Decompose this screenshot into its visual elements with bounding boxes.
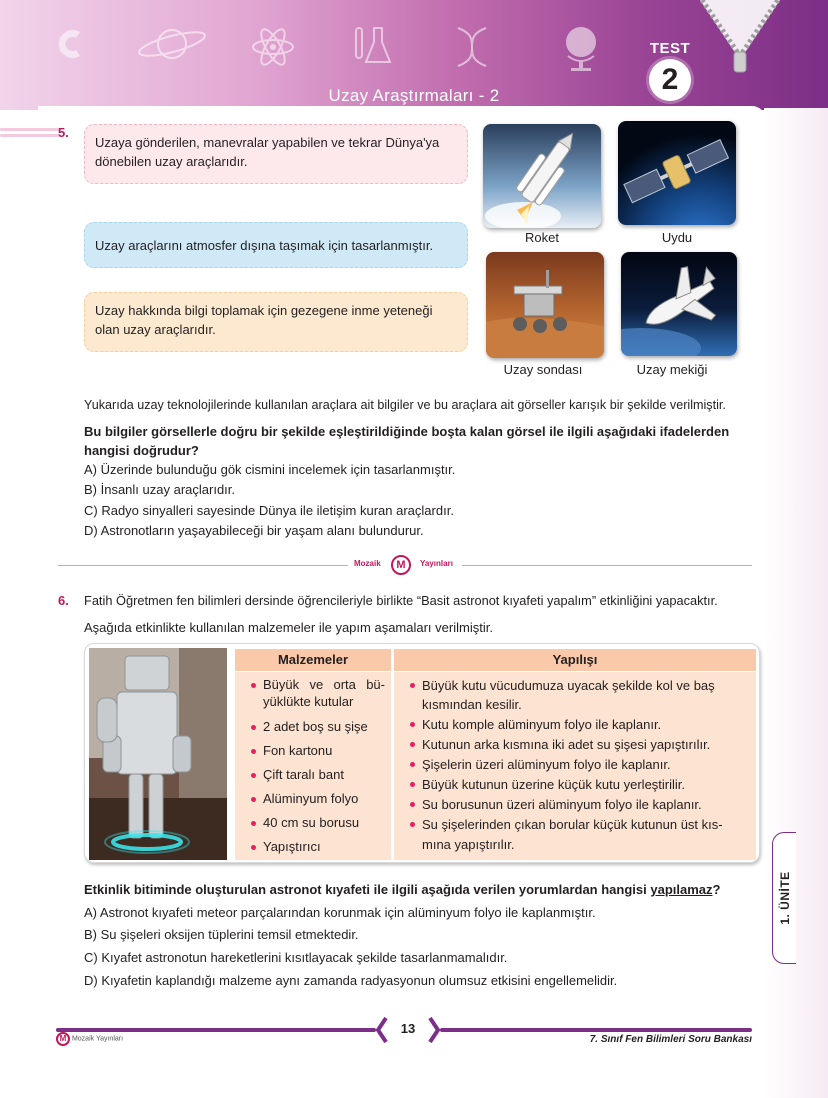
caption-satellite: Uydu: [661, 230, 693, 245]
footer-publisher-text: Mozaik Yayınları: [71, 1035, 124, 1043]
question-6-option-b[interactable]: B) Su şişeleri oksijen tüplerini temsil etmektedir.: [84, 927, 359, 942]
footer-line-right: [440, 1028, 752, 1032]
step-item: Su şişelerinden çıkan borular küçük kutunun üst kıs-mına yapıştırılır.: [402, 815, 748, 855]
question-5-option-d[interactable]: D) Astronotların yaşayabileceği bir yaşam alanı bulundurur.: [84, 523, 424, 538]
question-6-stem-end: ?: [712, 882, 721, 897]
question-5-intro: Yukarıda uzay teknolojilerinde kullanılan araçlara ait bilgiler ve bu araçlara ait görseller karışık bir şekilde verilmiştir.: [84, 398, 726, 412]
material-item: Yapıştırıcı: [243, 838, 385, 856]
footer-publisher: [56, 1032, 123, 1046]
steps-column: [394, 672, 756, 860]
info-box-2: [84, 222, 468, 268]
divider-text-right: Yayınları: [420, 559, 453, 568]
page-number: 13: [400, 1021, 416, 1036]
question-6-stem: [84, 880, 764, 899]
step-item: Büyük kutunun üzerine küçük kutu yerleştirilir.: [402, 775, 748, 795]
steps-header: Yapılışı: [394, 649, 756, 671]
materials-card: [84, 643, 760, 863]
question-5-option-b[interactable]: B) İnsanlı uzay araçlarıdır.: [84, 482, 236, 497]
page-title: Uzay Araştırmaları - 2: [328, 86, 500, 105]
unit-tab-label: 1. ÜNİTE: [777, 871, 792, 925]
question-6-option-a[interactable]: A) Astronot kıyafeti meteor parçalarından korunmak için alüminyum folyo ile kaplanmıştır.: [84, 905, 596, 920]
publisher-logo-icon: M: [391, 555, 411, 575]
globe-icon: [558, 22, 604, 76]
material-item: Alüminyum folyo: [243, 790, 385, 808]
satellite-image: [618, 121, 736, 225]
step-item: Kutu komple alüminyum folyo ile kaplanır.: [402, 715, 748, 735]
test-number: 2: [649, 59, 691, 101]
step-item: Şişelerin üzeri alüminyum folyo ile kaplanır.: [402, 755, 748, 775]
science-icons-row: [50, 24, 610, 84]
question-6-option-d[interactable]: D) Kıyafetin kaplandığı malzeme aynı zamanda radyasyonun olumsuz etkisini engellemelidir.: [84, 973, 618, 988]
atom-icon: [250, 24, 296, 70]
planet-icon: [132, 20, 212, 68]
question-5-option-a[interactable]: A) Üzerinde bulunduğu gök cismini incelemek için tasarlanmıştır.: [84, 462, 456, 477]
question-5-number: 5.: [58, 125, 69, 140]
footer-book-title: 7. Sınıf Fen Bilimleri Soru Bankası: [589, 1034, 752, 1045]
question-6-intro-1: Fatih Öğretmen fen bilimleri dersinde öğrencileriyle birlikte “Basit astronot kıyafeti yapalım” etkinliğini yapacaktır.: [84, 593, 718, 608]
step-item: Kutunun arka kısmına iki adet su şişesi yapıştırılır.: [402, 735, 748, 755]
footer-logo-icon: M: [56, 1032, 70, 1046]
question-6-number: 6.: [58, 593, 69, 608]
divider-line-right: [462, 565, 752, 566]
magnet-icon: [50, 24, 90, 64]
material-item: Büyük ve orta bü-yüklükte kutular: [243, 676, 385, 710]
materials-header: Malzemeler: [235, 649, 391, 671]
test-label: TEST: [649, 40, 691, 57]
question-5-stem: Bu bilgiler görsellerle doğru bir şekilde eşleştirildiğinde boşta kalan görsel ile ilgili aşağıdaki ifadelerden hangisi doğrudur?: [84, 424, 730, 458]
materials-column: [235, 672, 391, 860]
space-shuttle-image: [621, 252, 737, 356]
decor-lines: [0, 128, 60, 142]
question-6-intro-2: Aşağıda etkinlikte kullanılan malzemeler ile yapım aşamaları verilmiştir.: [84, 620, 493, 635]
rocket-image: [483, 124, 601, 228]
page-header: [0, 0, 828, 110]
steps-list: [394, 672, 756, 855]
caption-rocket: Roket: [525, 230, 559, 245]
unit-tab: [772, 832, 796, 964]
info-box-2-text: Uzay araçlarını atmosfer dışına taşımak için tasarlanmıştır.: [95, 237, 434, 253]
material-item: Çift taralı bant: [243, 766, 385, 784]
question-6-stem-emphasis: yapılamaz: [650, 882, 713, 897]
divider-text-left: Mozaik: [354, 559, 381, 568]
step-item: Büyük kutu vücudumuza uyacak şekilde kol ve baş kısmından kesilir.: [402, 676, 748, 714]
astronaut-costume-image: [89, 648, 227, 860]
lab-flask-icon: [350, 24, 396, 70]
dna-icon: [450, 24, 494, 70]
material-item: Fon kartonu: [243, 742, 385, 760]
page-footer: [56, 1016, 752, 1046]
materials-list: [235, 672, 391, 856]
caption-space-shuttle: Uzay mekiği: [636, 362, 708, 377]
section-divider: [58, 555, 752, 575]
caption-space-probe: Uzay sondası: [503, 362, 583, 377]
question-6-stem-main: Etkinlik bitiminde oluşturulan astronot kıyafeti ile ilgili aşağıda verilen yorumlardan hangisi: [84, 882, 651, 897]
divider-line-left: [58, 565, 348, 566]
step-item: Su borusunun üzeri alüminyum folyo ile kaplanır.: [402, 795, 748, 815]
question-6-option-c[interactable]: C) Kıyafet astronotun hareketlerini kısıtlayacak şekilde tasarlanmamalıdır.: [84, 950, 508, 965]
material-item: 2 adet boş su şişe: [243, 718, 385, 736]
question-5-option-c[interactable]: C) Radyo sinyalleri sayesinde Dünya ile iletişim kuran araçlardır.: [84, 503, 454, 518]
material-item: 40 cm su borusu: [243, 814, 385, 832]
space-probe-image: [486, 252, 604, 358]
info-box-1: Uzaya gönderilen, manevralar yapabilen ve tekrar Dünya'ya dönebilen uzay araçlarıdır.: [84, 124, 468, 184]
info-box-3: Uzay hakkında bilgi toplamak için gezegene inme yeteneği olan uzay araçlarıdır.: [84, 292, 468, 352]
